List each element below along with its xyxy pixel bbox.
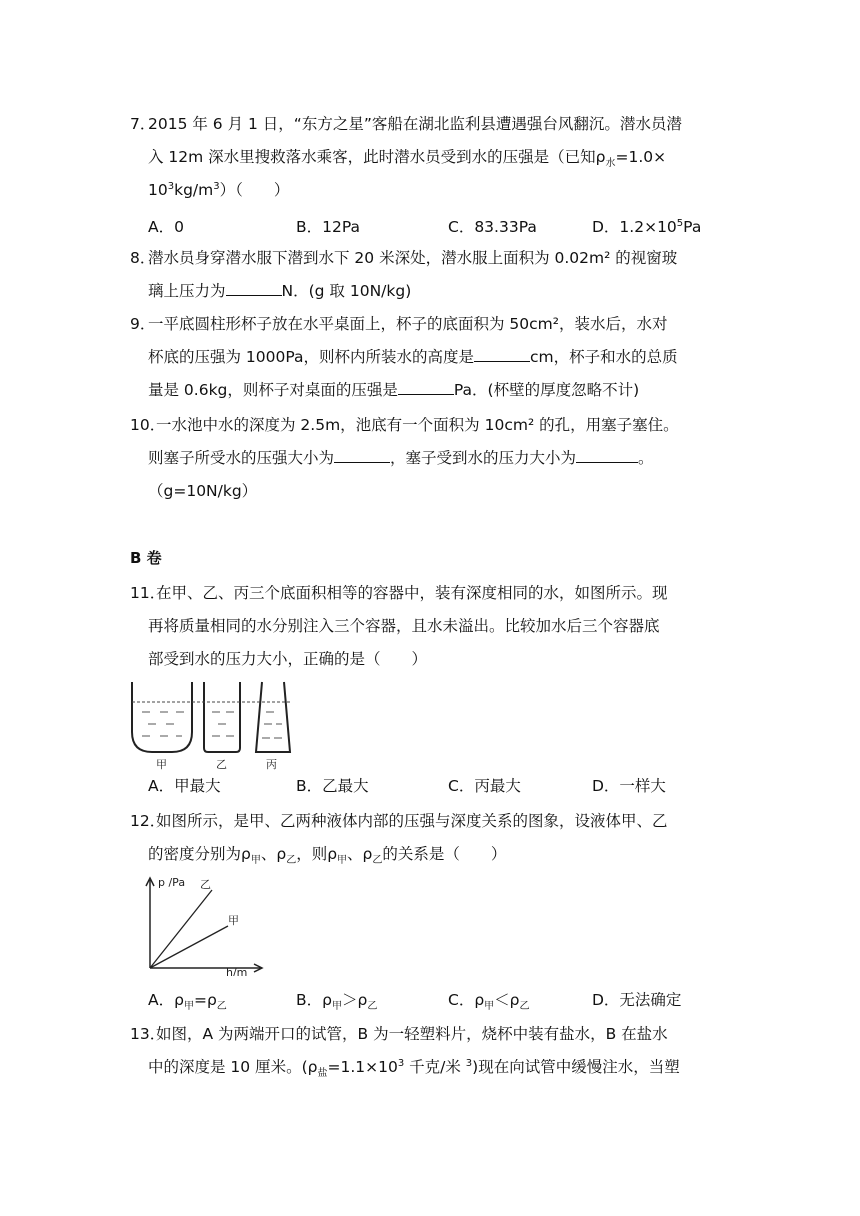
question-text-line: 潜水员身穿潜水服下潜到水下 20 米深处，潜水服上面积为 0.02m² 的视窗玻: [148, 249, 678, 267]
question-11-options: [148, 771, 748, 801]
question-10: [130, 409, 740, 508]
line-jia: [150, 926, 228, 968]
option-b[interactable]: B．$\rho_甲>\rho_乙$: [296, 991, 378, 1013]
question-number: 13．: [130, 1025, 166, 1043]
option-c[interactable]: C．83.33Pa: [448, 218, 537, 236]
question-text-line: 则塞子所受水的压强大小为 ，塞子受到水的压力大小为 。: [148, 442, 740, 475]
question-text-line: 一水池中水的深度为 2.5m，池底有一个面积为 10cm² 的孔，用塞子塞住。: [156, 416, 679, 434]
question-number: 11．: [130, 584, 166, 602]
question-text-line: 入 12m 深水里搜救落水乘客，此时潜水员受到水的压强是（已知$\rho_水=1.0\times$: [148, 148, 667, 170]
question-number: 10．: [130, 416, 166, 434]
question-text-line: 的密度分别为$\rho_甲$、$\rho_乙$，则$\rho_甲$、$\rho_乙$的关系是（ ）: [148, 845, 507, 867]
option-a[interactable]: A．0: [148, 218, 184, 236]
answer-blank[interactable]: [576, 445, 638, 463]
pressure-depth-graph: [132, 872, 282, 976]
answer-blank[interactable]: [226, 278, 282, 296]
question-12-options: [148, 985, 748, 1015]
figure-label-bing: 丙: [266, 758, 277, 770]
question-text-line: 2015 年 6 月 1 日，“东方之星”客船在湖北监利县遭遇强台风翻沉。潜水员潜: [148, 115, 682, 133]
question-number: 12．: [130, 812, 166, 830]
figure-label-jia: 甲: [156, 758, 167, 770]
question-text-line: 再将质量相同的水分别注入三个容器，且水未溢出。比较加水后三个容器底: [148, 617, 660, 635]
question-text-line: 量是 0.6kg，则杯子对桌面的压强是 Pa．(杯壁的厚度忽略不计): [148, 374, 740, 407]
answer-blank[interactable]: [334, 445, 390, 463]
question-13: [130, 1018, 740, 1084]
question-text-line: 中的深度是 10 厘米。($\rho_盐=1.1\times 10^3$ 千克/米 $^3$)现在向试管中缓慢注水，当塑: [148, 1057, 680, 1080]
containers-figure: [128, 680, 308, 770]
option-c[interactable]: C．$\rho_甲<\rho_乙$: [448, 991, 530, 1013]
option-d[interactable]: D．一样大: [592, 777, 666, 795]
question-text-line: 璃上压力为 N．(g 取 10N/kg): [148, 275, 740, 308]
question-text-line: 杯底的压强为 1000Pa，则杯内所装水的高度是 cm，杯子和水的总质: [148, 341, 740, 374]
question-number: 8．: [130, 249, 156, 267]
option-b[interactable]: B．乙最大: [296, 777, 369, 795]
option-d[interactable]: D．$1.2\times 10^5Pa$: [592, 217, 702, 236]
question-text-line: 如图，A 为两端开口的试管，B 为一轻塑料片，烧杯中装有盐水，B 在盐水: [156, 1025, 668, 1043]
question-12: [130, 805, 740, 871]
answer-blank[interactable]: [398, 377, 454, 395]
line-label-jia: 甲: [228, 914, 239, 927]
option-a[interactable]: A．$\rho_甲=\rho_乙$: [148, 991, 227, 1013]
question-7: [130, 108, 740, 207]
question-11: [130, 577, 740, 676]
question-9: [130, 308, 740, 407]
question-text-line: 如图所示，是甲、乙两种液体内部的压强与深度关系的图象，设液体甲、乙: [156, 812, 668, 830]
axis-label-y: p /Pa: [158, 876, 186, 889]
axis-label-x: h/m: [226, 966, 248, 976]
question-text-line: 在甲、乙、丙三个底面积相等的容器中，装有深度相同的水，如图所示。现: [156, 584, 668, 602]
question-8: [130, 242, 740, 308]
section-heading: B 卷: [130, 549, 162, 567]
question-text-line: （g=10N/kg）: [148, 482, 258, 500]
option-b[interactable]: B．12Pa: [296, 218, 361, 236]
question-text-line: 部受到水的压力大小，正确的是（ ）: [148, 650, 428, 668]
option-c[interactable]: C．丙最大: [448, 777, 521, 795]
figure-label-yi: 乙: [216, 758, 227, 770]
line-label-yi: 乙: [200, 878, 211, 891]
answer-blank[interactable]: [474, 344, 530, 362]
question-number: 9．: [130, 315, 156, 333]
question-number: 7．: [130, 115, 156, 133]
option-a[interactable]: A．甲最大: [148, 777, 221, 795]
question-7-options: [148, 212, 748, 242]
question-text-line: $10^3kg/m^3$）（ ）: [148, 180, 290, 199]
line-yi: [150, 890, 212, 968]
question-text-line: 一平底圆柱形杯子放在水平桌面上，杯子的底面积为 50cm²，装水后，水对: [148, 315, 668, 333]
option-d[interactable]: D．无法确定: [592, 991, 682, 1009]
